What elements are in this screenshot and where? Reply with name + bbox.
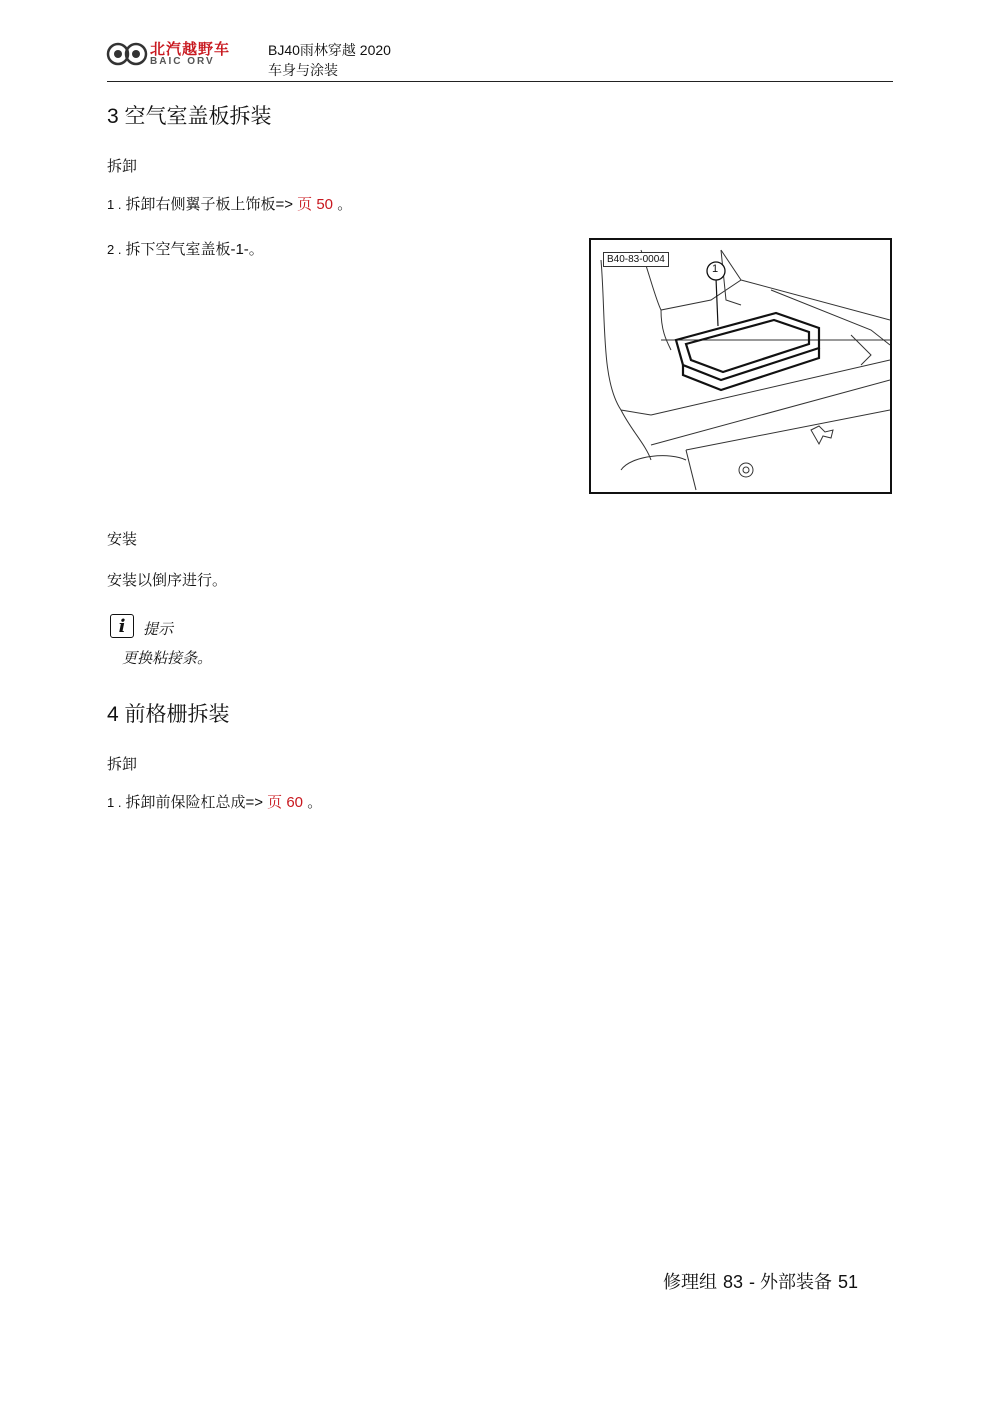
header-divider xyxy=(107,81,893,82)
step-number: 1 . xyxy=(107,795,122,810)
info-icon: i xyxy=(110,614,134,638)
footer-page-number: 51 xyxy=(838,1272,859,1292)
page-link[interactable]: 页 60 xyxy=(267,794,304,811)
step-text: 拆下空气室盖板-1-。 xyxy=(125,241,264,258)
section-3-install-heading: 安装 xyxy=(107,531,138,548)
footer-group: 修理组 xyxy=(663,1272,717,1292)
step-tail: 。 xyxy=(337,196,353,213)
section-3-step-1 xyxy=(107,193,352,214)
note-title: 提示 xyxy=(143,621,174,638)
note-text: 更换粘接条。 xyxy=(122,650,213,667)
section-3-removal-heading: 拆卸 xyxy=(107,158,138,175)
section-4-title: 4 前格栅拆装 xyxy=(107,703,230,726)
step-number: 1 . xyxy=(107,197,122,212)
header-model: BJ40雨林穿越 2020 xyxy=(268,42,391,58)
section-3-title: 3 空气室盖板拆装 xyxy=(107,105,272,128)
step-number: 2 . xyxy=(107,242,122,257)
page-footer xyxy=(663,1268,864,1294)
step-text: 拆卸右侧翼子板上饰板=> xyxy=(125,196,293,213)
step-tail: 。 xyxy=(307,794,323,811)
section-3-install-text: 安装以倒序进行。 xyxy=(107,572,228,589)
step-text: 拆卸前保险杠总成=> xyxy=(125,794,263,811)
figure-id-label: B40-83-0004 xyxy=(603,252,669,267)
header-section: 车身与涂装 xyxy=(268,62,338,78)
section-4-step-1 xyxy=(107,791,322,812)
footer-title: - 外部装备 xyxy=(749,1272,833,1292)
section-3-step-2 xyxy=(107,238,264,259)
figure-callout-1: 1 xyxy=(711,263,719,275)
brand-name-cn: 北汽越野车 xyxy=(150,41,231,58)
section-4-removal-heading: 拆卸 xyxy=(107,756,138,773)
page-link[interactable]: 页 50 xyxy=(297,196,334,213)
figure-line-drawing xyxy=(591,240,890,492)
figure-air-chamber-cover xyxy=(589,238,892,494)
footer-chapter: 83 xyxy=(723,1272,744,1292)
brand-name-en: BAIC ORV xyxy=(150,56,215,67)
